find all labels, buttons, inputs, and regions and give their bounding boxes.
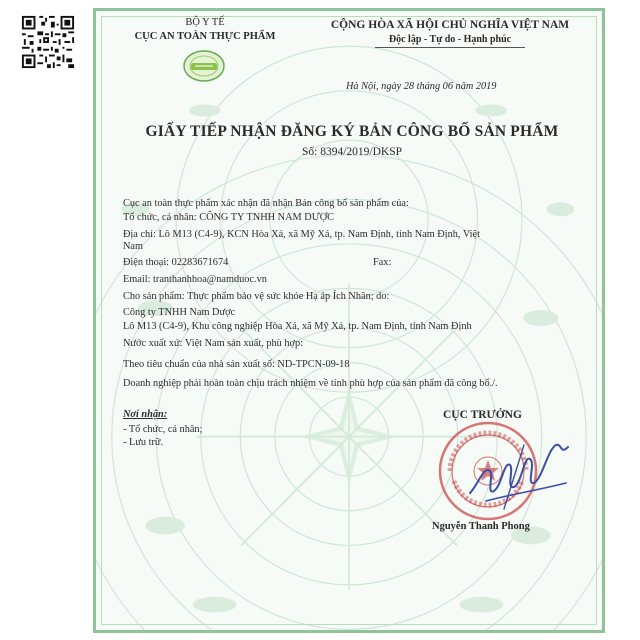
email-text: Email: tranthanhhoa@namduoc.vn [123,274,267,285]
national-header [300,19,600,48]
signatory-name: Nguyễn Thanh Phong [432,521,530,532]
vfa-logo-icon [182,49,226,83]
manufacturer-address-text: Lô M13 (C4-9), Khu công nghiệp Hòa Xá, xã Mỹ Xá, tp. Nam Định, tỉnh Nam Định [123,321,472,332]
origin-text: Nước xuất xứ: Việt Nam sản xuất, phù hợp: [123,338,303,349]
issuer-block [110,16,300,44]
recipients-heading: Nơi nhận: [123,409,168,420]
address-text: Địa chỉ: Lô M13 (C4-9), KCN Hòa Xá, xã Mỹ Xá, tp. Nam Định, tỉnh Nam Định, Việt [123,229,480,240]
handwritten-signature-icon [464,425,576,517]
signatory-title: CỤC TRƯỞNG [443,409,522,421]
national-motto: Độc lập - Tự do - Hạnh phúc [388,34,512,45]
republic-name: CỘNG HÒA XÃ HỘI CHỦ NGHĨA VIỆT NAM [330,19,570,31]
motto-underline [375,47,525,48]
recipient-item: - Tổ chức, cá nhân; [123,424,203,435]
recipient-item: - Lưu trữ. [123,437,164,448]
document-title: GIẤY TIẾP NHẬN ĐĂNG KÝ BẢN CÔNG BỐ SẢN PHẨM [145,123,559,140]
organization-text: Tổ chức, cá nhân: CÔNG TY TNHH NAM DƯỢC [123,212,334,223]
agency-name: CỤC AN TOÀN THỰC PHẨM [134,31,276,42]
qr-code-icon [20,14,76,70]
product-text: Cho sản phẩm: Thực phẩm bảo vệ sức khỏe Hạ áp Ích Nhân; do: [123,291,390,302]
responsibility-text: Doanh nghiệp phải hoàn toàn chịu trách nhiệm về tính phù hợp của sản phẩm đã công bố./. [123,378,498,389]
fax-text: Fax: [373,257,392,268]
ministry-name: BỘ Y TẾ [185,17,225,28]
document-number: Số: 8394/2019/DKSP [301,146,402,158]
manufacturer-text: Công ty TNHH Nam Dược [123,307,236,318]
certificate-document [93,8,605,633]
address-continued-text: Nam [123,241,144,252]
issue-date: Hà Nội, ngày 28 tháng 06 năm 2019 [346,81,497,92]
intro-text: Cục an toàn thực phẩm xác nhận đã nhận Bản công bố sản phẩm của: [123,198,409,209]
phone-text: Điện thoại: 02283671674 [123,257,229,268]
standard-text: Theo tiêu chuẩn của nhà sản xuất số: ND-TPCN-09-18 [123,359,350,370]
